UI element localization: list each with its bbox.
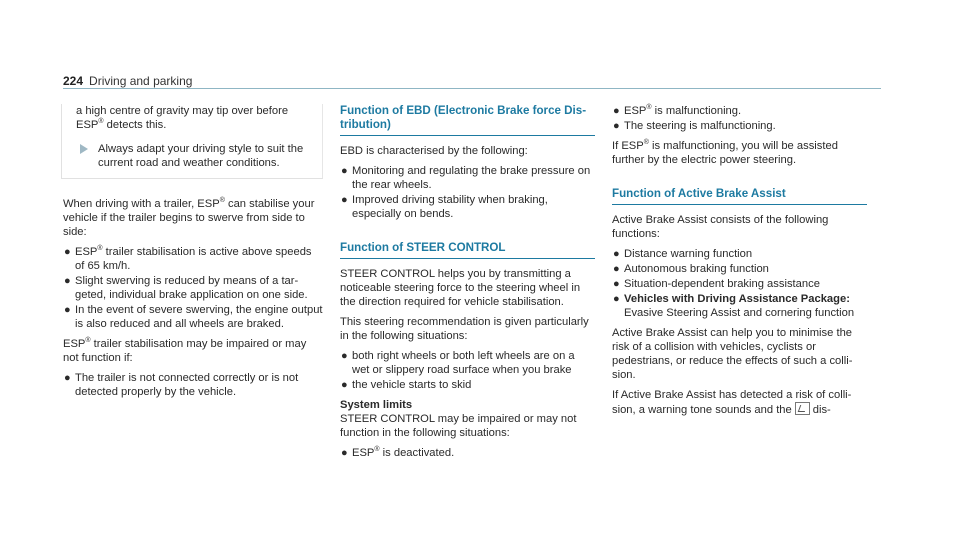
limits-list (340, 446, 595, 460)
page-header (63, 72, 881, 89)
list-item: ● Situation-dependent braking assistance (613, 278, 820, 290)
list-item: ● the vehicle starts to skid (341, 379, 472, 391)
list-item: ● The trailer is not connected correctly or is not detected properly by the vehicle. (64, 372, 299, 398)
steer-paragraph-1: STEER CONTROL helps you by transmitting a noticeable steering force to the steering wheel in the direction required for vehicle stabilisation. (340, 268, 581, 308)
esp-malfunction-paragraph: If ESP® is malfunctioning, you will be assisted further by the electric power steering. (612, 139, 838, 166)
ebd-list (340, 164, 595, 221)
steer-list (340, 349, 595, 392)
collision-warning-icon (795, 402, 810, 415)
list-item: ● The steering is malfunctioning. (613, 120, 776, 132)
ebd-heading: Function of EBD (Electronic Brake force Distribution) (340, 104, 595, 136)
column-1 (63, 104, 323, 405)
steer-control-heading: Function of STEER CONTROL (340, 241, 595, 259)
list-item: ● Vehicles with Driving Assistance Package: Evasive Steering Assist and cornering function (613, 293, 855, 319)
section-title: Driving and parking (89, 74, 193, 88)
aba-paragraph-2: If Active Brake Assist has detected a risk of collision, a warning tone sounds and the dis- (612, 389, 852, 416)
steer-paragraph-2: This steering recommendation is given particularly in the following situations: (340, 316, 589, 342)
play-arrow-icon (80, 144, 88, 154)
column-3 (612, 104, 867, 423)
ebd-intro: EBD is characterised by the following: (340, 145, 528, 157)
list-item: ● both right wheels or both left wheels are on a wet or slippery road surface when you brake (341, 350, 575, 376)
trailer-paragraph: When driving with a trailer, ESP® can stabilise your vehicle if the trailer begins to swerve from side to side: (63, 197, 315, 238)
note-box (61, 104, 323, 179)
system-limits-heading: System limits (340, 399, 413, 411)
list-item: ● Monitoring and regulating the brake pressure on the rear wheels. (341, 165, 591, 191)
esp-list (612, 104, 867, 133)
list-item: ● ESP® is malfunctioning. (613, 104, 742, 117)
aba-list (612, 247, 867, 320)
active-brake-assist-heading: Function of Active Brake Assist (612, 187, 867, 205)
list-item: ● Autonomous braking function (613, 263, 769, 275)
trailer-list (63, 245, 323, 331)
list-item: ● Slight swerving is reduced by means of a targeted, individual brake application on one side. (64, 275, 308, 301)
list-item: ● In the event of severe swerving, the engine output is also reduced and all wheels are braked. (64, 304, 323, 330)
page-number: 224 (63, 74, 84, 88)
aba-paragraph-1: Active Brake Assist can help you to minimise the risk of a collision with vehicles, cyclists or pedestrians, or reduce the effects of such a collision. (612, 327, 853, 381)
list-item: ● ESP® is deactivated. (341, 446, 455, 459)
list-item: ● Improved driving stability when braking, especially on bends. (341, 194, 548, 220)
note-text: a high centre of gravity may tip over before ESP® detects this. (76, 105, 289, 131)
impaired-list (63, 371, 323, 399)
list-item: ● Distance warning function (613, 248, 753, 260)
impaired-paragraph: ESP® trailer stabilisation may be impaired or may not function if: (63, 337, 307, 364)
note-action: Always adapt your driving style to suit the current road and weather conditions. (76, 142, 312, 170)
list-item: ● ESP® trailer stabilisation is active above speeds of 65 km/h. (64, 245, 312, 272)
column-2 (340, 104, 595, 466)
aba-intro: Active Brake Assist consists of the following functions: (612, 214, 829, 240)
limits-paragraph: STEER CONTROL may be impaired or may not function in the following situations: (340, 413, 577, 439)
